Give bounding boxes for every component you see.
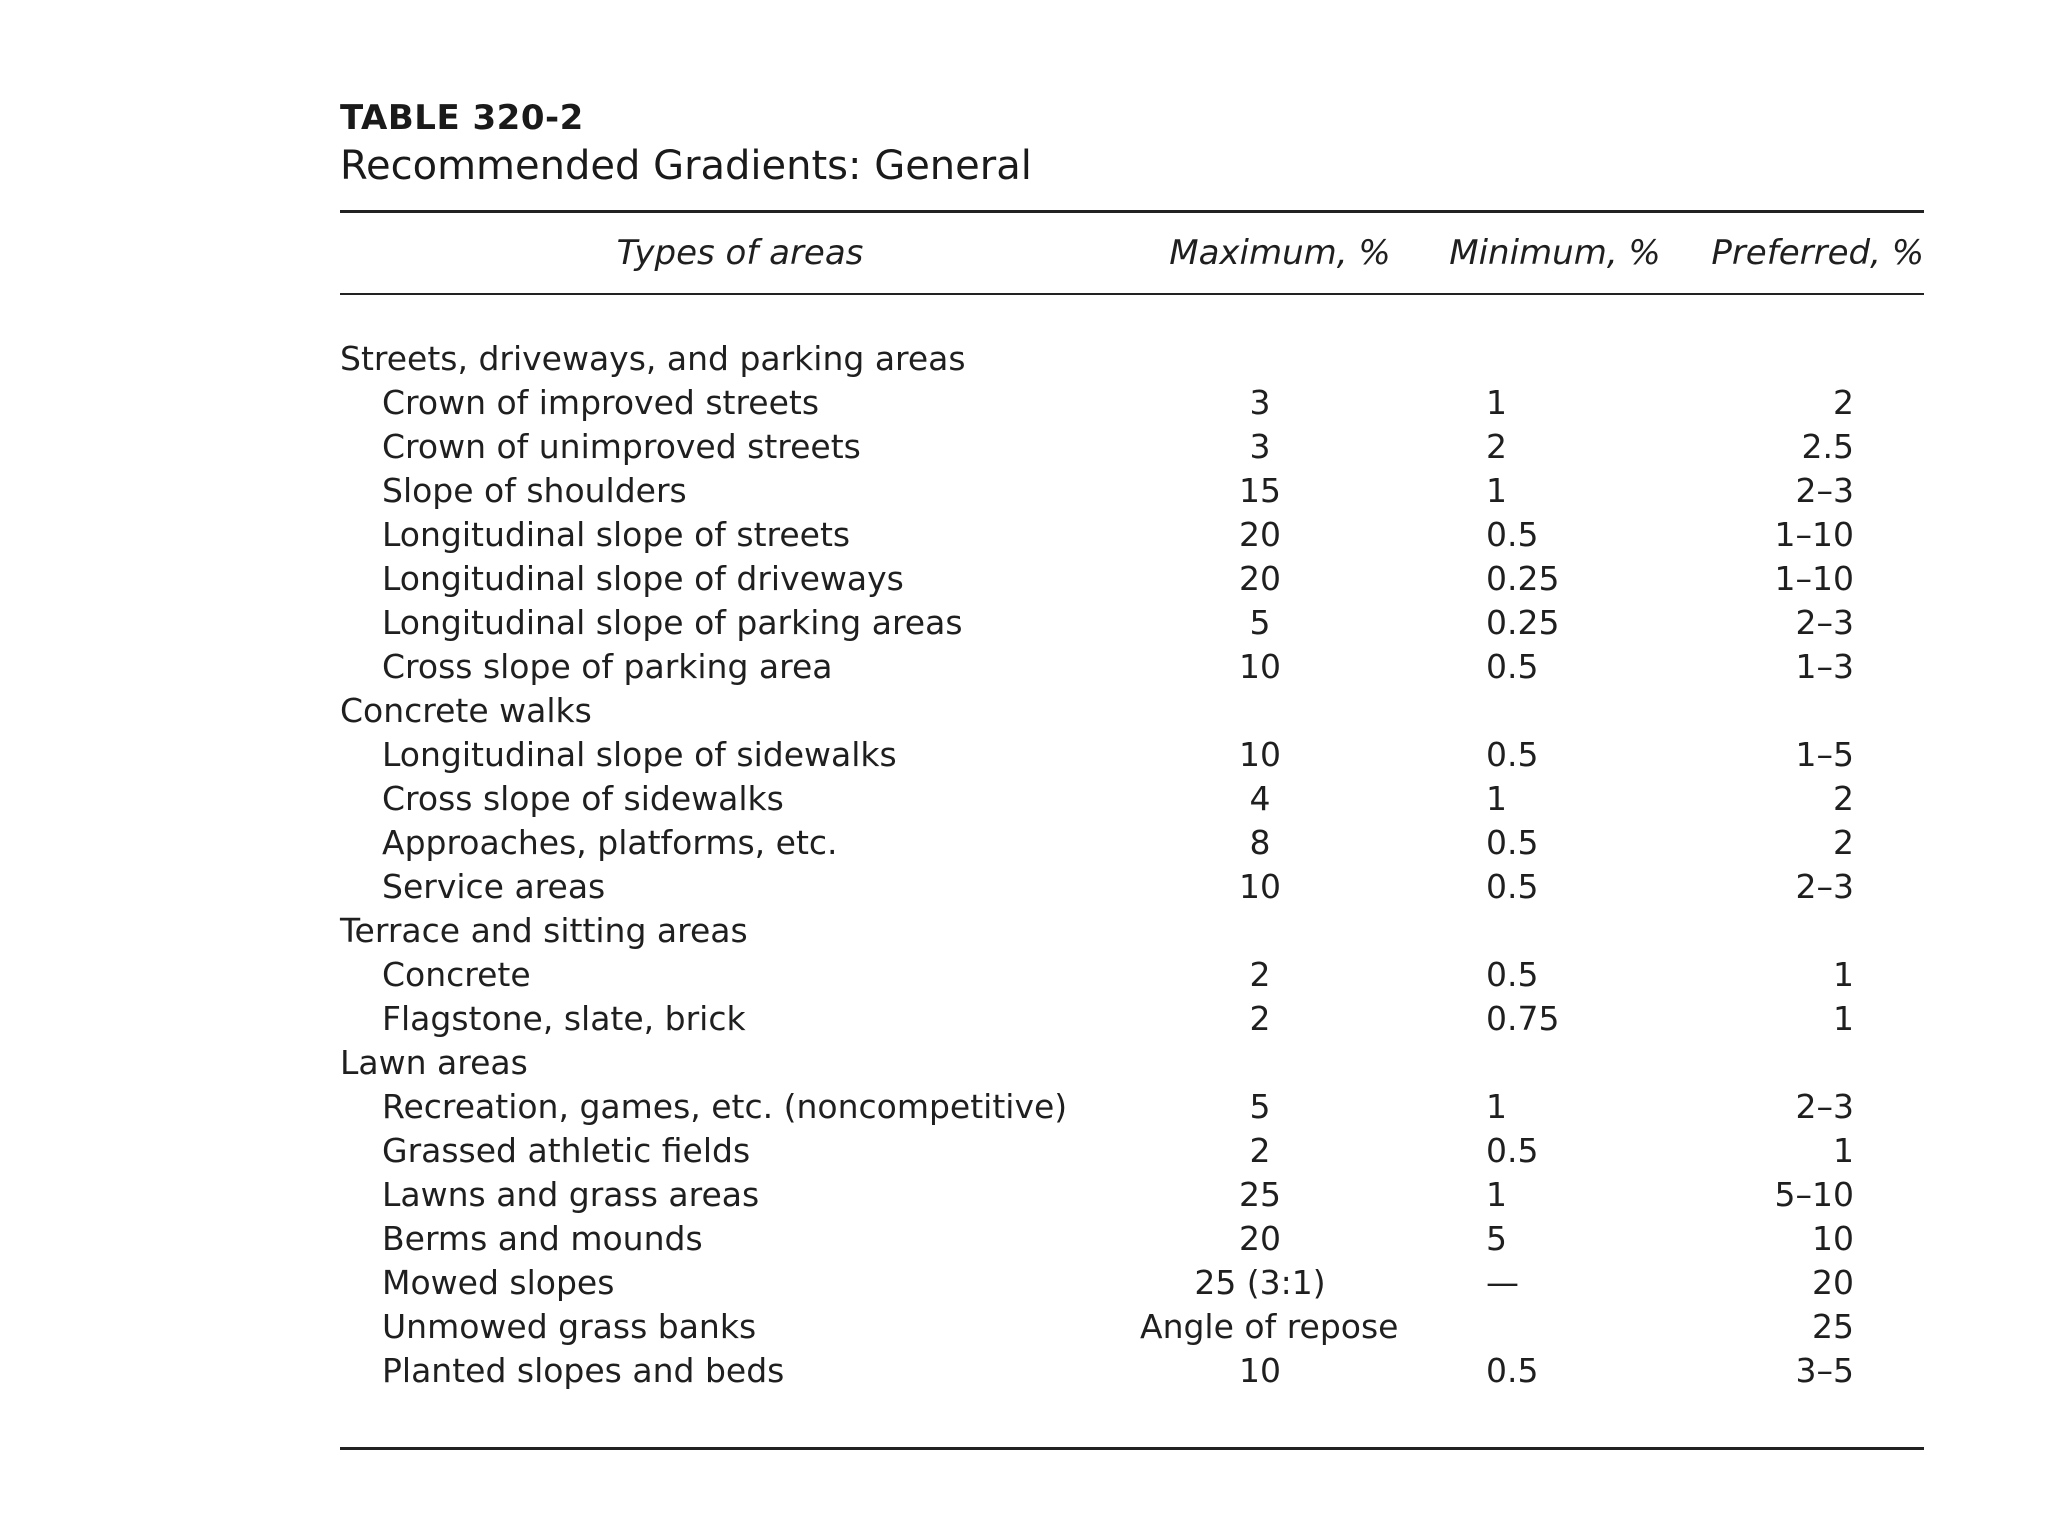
area-type-cell: Concrete xyxy=(382,955,531,994)
preferred-cell: 25 xyxy=(1812,1307,1854,1346)
preferred-cell: 1 xyxy=(1833,1131,1854,1170)
area-type-cell: Mowed slopes xyxy=(382,1263,615,1302)
maximum-cell: 20 xyxy=(1239,559,1281,598)
table-row xyxy=(340,1085,1924,1129)
minimum-cell: 5 xyxy=(1486,1219,1507,1258)
area-type-cell: Crown of improved streets xyxy=(382,383,820,422)
maximum-cell: 3 xyxy=(1249,427,1271,466)
group-row xyxy=(340,689,1924,733)
table-row xyxy=(340,821,1924,865)
header-preferred: Preferred, % xyxy=(1711,233,1924,273)
maximum-cell: Angle of repose xyxy=(1140,1307,1399,1346)
table-number: TABLE 320-2 xyxy=(340,98,584,138)
maximum-cell: 10 xyxy=(1239,735,1281,774)
maximum-cell: 2 xyxy=(1249,1131,1271,1170)
maximum-cell: 10 xyxy=(1239,1351,1281,1390)
group-row xyxy=(340,1041,1924,1085)
preferred-cell: 2–3 xyxy=(1795,1087,1854,1126)
area-type-cell: Grassed athletic fields xyxy=(382,1131,751,1170)
minimum-cell: 0.5 xyxy=(1486,823,1539,862)
preferred-cell: 20 xyxy=(1812,1263,1854,1302)
group-row xyxy=(340,909,1924,953)
minimum-cell: 0.5 xyxy=(1486,1351,1539,1390)
maximum-cell: 8 xyxy=(1249,823,1271,862)
area-type-cell: Berms and mounds xyxy=(382,1219,703,1258)
table-row xyxy=(340,425,1924,469)
minimum-cell: 1 xyxy=(1486,1087,1507,1126)
area-type-cell: Approaches, platforms, etc. xyxy=(382,823,838,862)
document-body xyxy=(340,96,1940,1450)
maximum-cell: 15 xyxy=(1239,471,1281,510)
area-type-cell: Slope of shoulders xyxy=(382,471,687,510)
minimum-cell: 1 xyxy=(1486,383,1507,422)
area-type-cell: Longitudinal slope of sidewalks xyxy=(382,735,897,774)
table-row xyxy=(340,1129,1924,1173)
minimum-cell: 0.5 xyxy=(1486,647,1539,686)
preferred-cell: 2–3 xyxy=(1795,867,1854,906)
maximum-cell: 4 xyxy=(1249,779,1271,818)
table-header xyxy=(340,213,1924,293)
table-row xyxy=(340,601,1924,645)
preferred-cell: 1–5 xyxy=(1795,735,1854,774)
preferred-cell: 2–3 xyxy=(1795,471,1854,510)
maximum-cell: 25 (3:1) xyxy=(1194,1263,1326,1302)
table-row xyxy=(340,733,1924,777)
group-row xyxy=(340,337,1924,381)
area-type-cell: Longitudinal slope of driveways xyxy=(382,559,904,598)
spacer-cell xyxy=(340,1393,1924,1437)
group-heading: Lawn areas xyxy=(340,1043,528,1082)
group-heading: Concrete walks xyxy=(340,691,592,730)
table-title: Recommended Gradients: General xyxy=(340,143,1032,189)
table-row xyxy=(340,777,1924,821)
preferred-cell: 2 xyxy=(1833,383,1854,422)
minimum-cell: 0.5 xyxy=(1486,867,1539,906)
minimum-cell: 2 xyxy=(1486,427,1507,466)
maximum-cell: 2 xyxy=(1249,999,1271,1038)
preferred-cell: 2–3 xyxy=(1795,603,1854,642)
maximum-cell: 5 xyxy=(1249,603,1271,642)
area-type-cell: Cross slope of parking area xyxy=(382,647,833,686)
maximum-cell: 5 xyxy=(1249,1087,1271,1126)
area-type-cell: Cross slope of sidewalks xyxy=(382,779,784,818)
area-type-cell: Crown of unimproved streets xyxy=(382,427,861,466)
maximum-cell: 10 xyxy=(1239,867,1281,906)
minimum-cell: 1 xyxy=(1486,1175,1507,1214)
maximum-cell: 20 xyxy=(1239,1219,1281,1258)
preferred-cell: 1–3 xyxy=(1795,647,1854,686)
preferred-cell: 2 xyxy=(1833,823,1854,862)
maximum-cell: 10 xyxy=(1239,647,1281,686)
table-row xyxy=(340,953,1924,997)
minimum-cell: 0.5 xyxy=(1486,735,1539,774)
area-type-cell: Flagstone, slate, brick xyxy=(382,999,746,1038)
table-row xyxy=(340,1261,1924,1305)
preferred-cell: 5–10 xyxy=(1774,1175,1854,1214)
minimum-cell: 0.5 xyxy=(1486,515,1539,554)
table-row xyxy=(340,381,1924,425)
table-row xyxy=(340,645,1924,689)
maximum-cell: 20 xyxy=(1239,515,1281,554)
header-maximum: Maximum, % xyxy=(1169,233,1391,273)
header-minimum: Minimum, % xyxy=(1449,233,1661,273)
minimum-cell: 0.75 xyxy=(1486,999,1560,1038)
table-row xyxy=(340,557,1924,601)
table-row xyxy=(340,865,1924,909)
area-type-cell: Unmowed grass banks xyxy=(382,1307,757,1346)
group-heading: Streets, driveways, and parking areas xyxy=(340,339,966,378)
preferred-cell: 1 xyxy=(1833,999,1854,1038)
table-row xyxy=(340,469,1924,513)
preferred-cell: 10 xyxy=(1812,1219,1854,1258)
minimum-cell: — xyxy=(1486,1263,1519,1302)
minimum-cell: 1 xyxy=(1486,471,1507,510)
minimum-cell: 0.5 xyxy=(1486,955,1539,994)
header-types-of-areas: Types of areas xyxy=(616,233,864,273)
minimum-cell: 0.25 xyxy=(1486,559,1560,598)
table-body xyxy=(340,293,1924,1437)
area-type-cell: Longitudinal slope of streets xyxy=(382,515,851,554)
area-type-cell: Longitudinal slope of parking areas xyxy=(382,603,963,642)
gradients-table xyxy=(340,213,1924,1437)
spacer-cell xyxy=(340,293,1924,337)
table-row xyxy=(340,1217,1924,1261)
table-row xyxy=(340,1349,1924,1393)
preferred-cell: 2 xyxy=(1833,779,1854,818)
preferred-cell: 2.5 xyxy=(1801,427,1854,466)
maximum-cell: 2 xyxy=(1249,955,1271,994)
group-heading: Terrace and sitting areas xyxy=(340,911,748,950)
header-rule xyxy=(340,293,1924,295)
preferred-cell: 1 xyxy=(1833,955,1854,994)
spacer-row xyxy=(340,1393,1924,1437)
bottom-rule xyxy=(340,1447,1924,1450)
spacer-row xyxy=(340,293,1924,337)
preferred-cell: 3–5 xyxy=(1795,1351,1854,1390)
preferred-cell: 1–10 xyxy=(1774,515,1854,554)
area-type-cell: Lawns and grass areas xyxy=(382,1175,760,1214)
table-row xyxy=(340,1305,1924,1349)
area-type-cell: Recreation, games, etc. (noncompetitive) xyxy=(382,1087,1068,1126)
minimum-cell: 0.5 xyxy=(1486,1131,1539,1170)
area-type-cell: Planted slopes and beds xyxy=(382,1351,785,1390)
header-row xyxy=(340,213,1924,293)
table-row xyxy=(340,1173,1924,1217)
maximum-cell: 3 xyxy=(1249,383,1271,422)
preferred-cell: 1–10 xyxy=(1774,559,1854,598)
minimum-cell: 0.25 xyxy=(1486,603,1560,642)
maximum-cell: 25 xyxy=(1239,1175,1281,1214)
table-row xyxy=(340,997,1924,1041)
minimum-cell xyxy=(1420,1305,1690,1349)
area-type-cell: Service areas xyxy=(382,867,606,906)
table-row xyxy=(340,513,1924,557)
minimum-cell: 1 xyxy=(1486,779,1507,818)
